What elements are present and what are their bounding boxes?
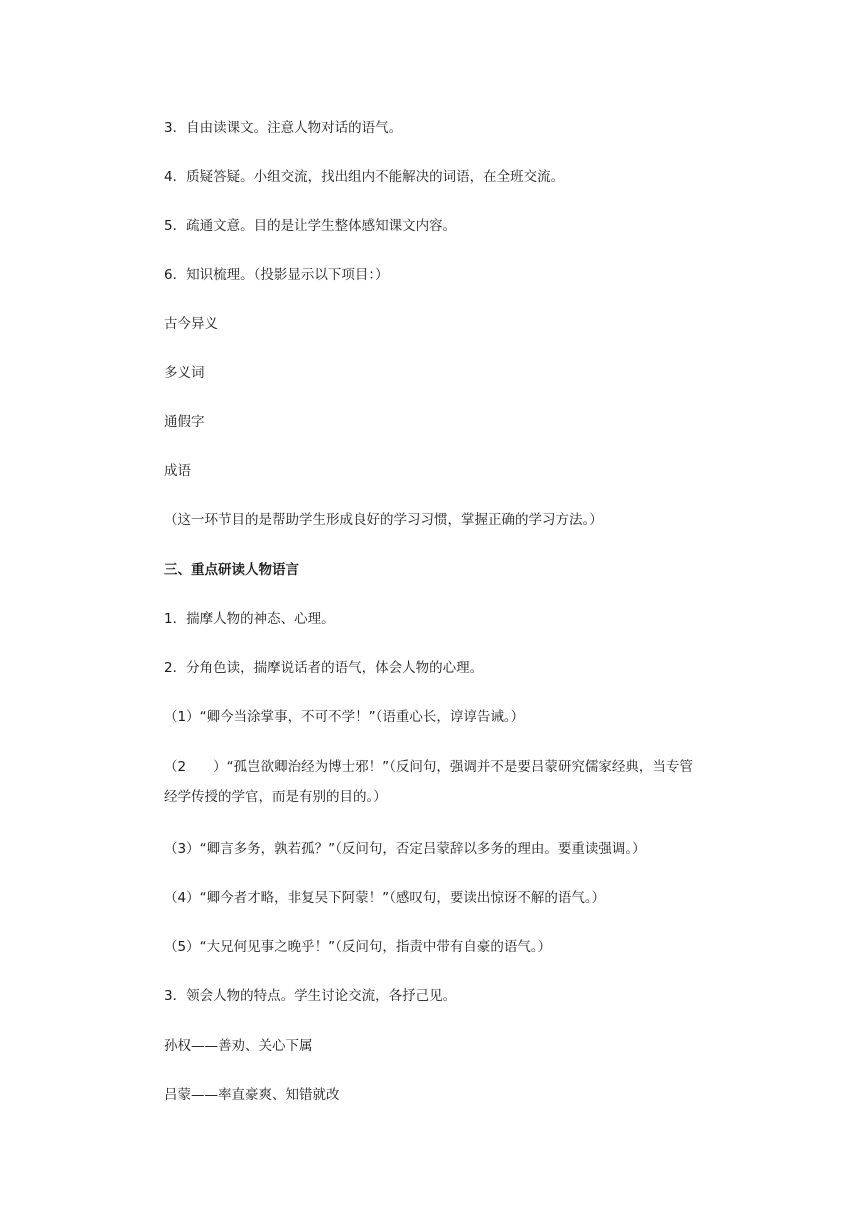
- point-1-expression: 1．揣摩人物的神态、心理。: [164, 611, 335, 627]
- note-purpose: （这一环节目的是帮助学生形成良好的学习习惯，掌握正确的学习方法。）: [164, 512, 603, 528]
- trait-lv-meng: 吕蒙——率直豪爽、知错就改: [164, 1087, 340, 1103]
- quote-2-line-1: （2 ）“孤岂欲卿治经为博士邪！”（反问句，强调并不是要吕蒙研究儒家经典，当专管: [164, 759, 693, 775]
- step-5-understand-text: 5．疏通文意。目的是让学生整体感知课文内容。: [164, 218, 457, 234]
- quote-1: （1）“卿今当涂掌事，不可不学！”（语重心长，谆谆告诫。）: [164, 709, 525, 725]
- point-3-character-traits: 3．领会人物的特点。学生讨论交流，各抒己见。: [164, 988, 457, 1004]
- section-heading-3: 三、重点研读人物语言: [164, 562, 299, 578]
- step-4-question-answer: 4．质疑答疑。小组交流，找出组内不能解决的词语，在全班交流。: [164, 169, 565, 185]
- quote-3: （3）“卿言多务，孰若孤？”（反问句，否定吕蒙辞以多务的理由。要重读强调。）: [164, 841, 646, 857]
- point-2-role-reading: 2．分角色读，揣摩说话者的语气，体会人物的心理。: [164, 660, 484, 676]
- item-interchangeable-characters: 通假字: [164, 414, 205, 430]
- step-3-free-reading: 3．自由读课文。注意人物对话的语气。: [164, 120, 403, 136]
- item-ancient-modern-meaning: 古今异义: [164, 316, 218, 332]
- item-idioms: 成语: [164, 463, 191, 479]
- trait-sun-quan: 孙权——善劝、关心下属: [164, 1038, 313, 1054]
- quote-5: （5）“大兄何见事之晚乎！”（反问句，指责中带有自豪的语气。）: [164, 939, 552, 955]
- item-polysemy: 多义词: [164, 365, 205, 381]
- step-6-knowledge-review: 6．知识梳理。（投影显示以下项目：）: [164, 267, 389, 283]
- quote-2-line-2: 经学传授的学官，而是有别的目的。）: [164, 789, 387, 805]
- quote-4: （4）“卿今者才略，非复吴下阿蒙！”（感叹句，要读出惊讶不解的语气。）: [164, 890, 606, 906]
